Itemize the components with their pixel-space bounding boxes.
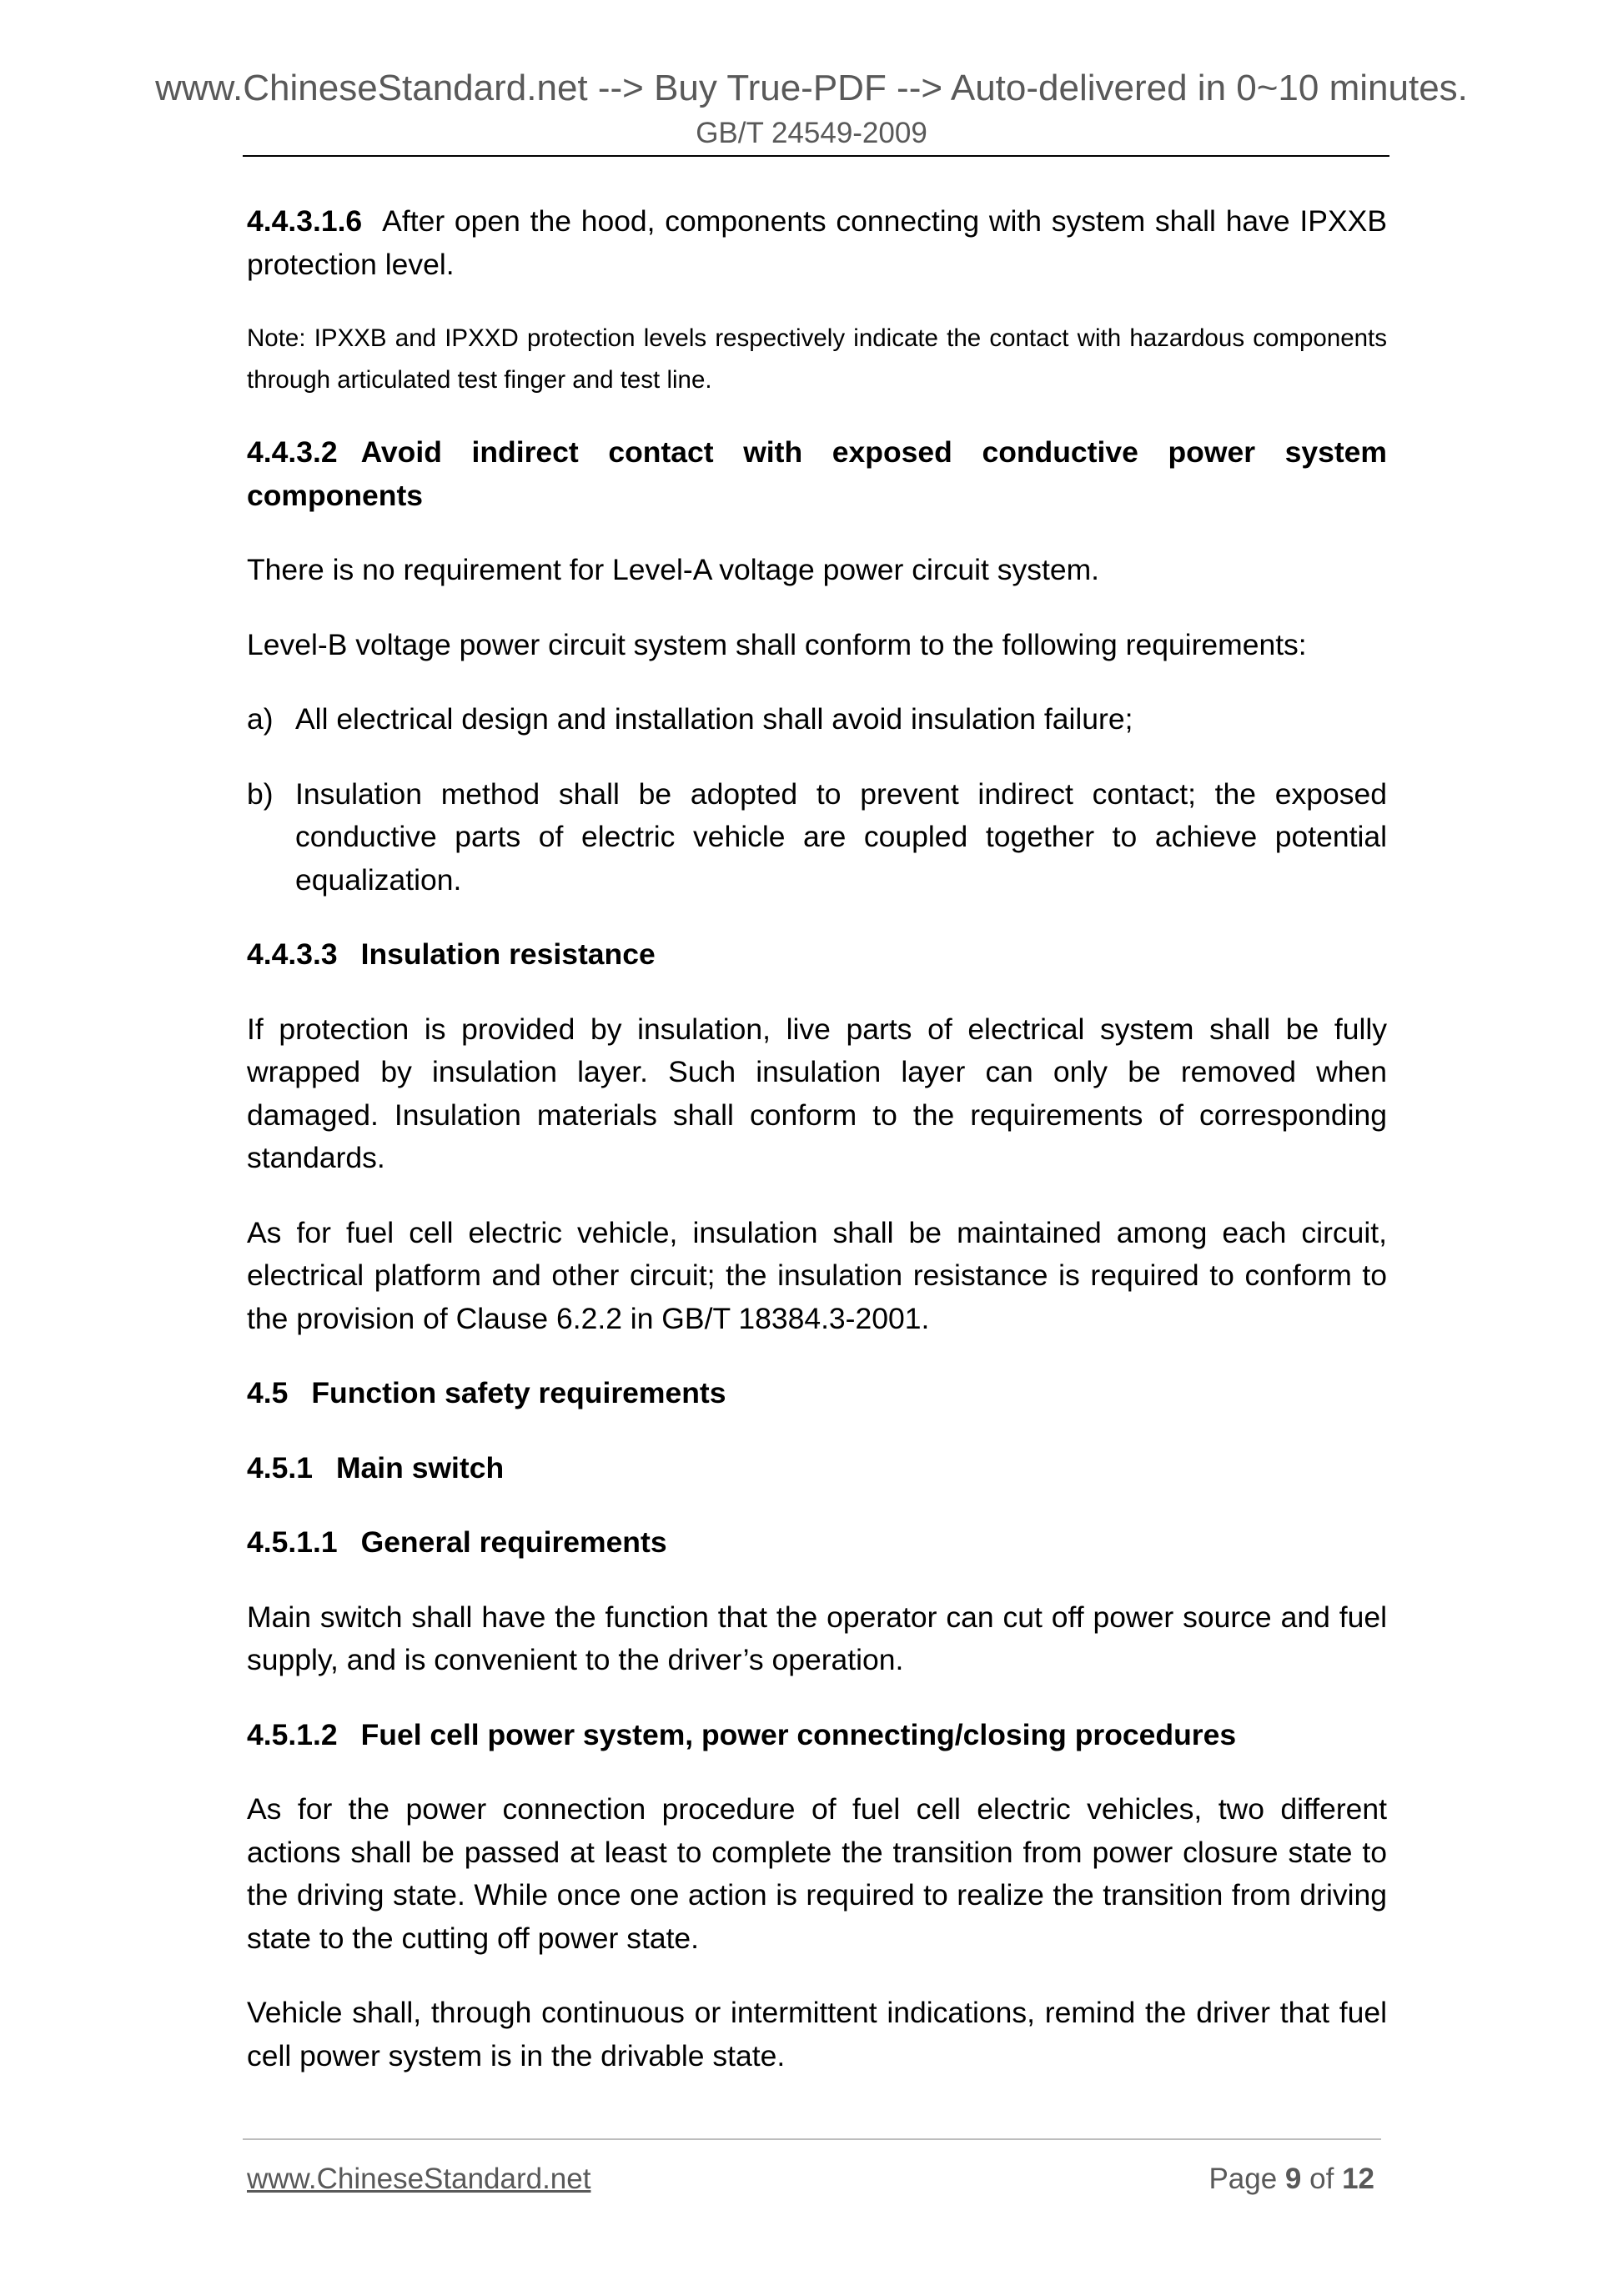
paragraph-main-switch: Main switch shall have the function that the operator can cut off power source and fuel supply, and is convenient to the driver’s operation.: [247, 1600, 1387, 1676]
heading-4-4-3-3: [247, 933, 1387, 977]
heading-4-5-1-1: [247, 1521, 1387, 1565]
page-current: 9: [1284, 2163, 1302, 2195]
paragraph-level-a: There is no requirement for Level-A voltage power circuit system.: [247, 553, 1100, 586]
paragraph-insulation-2: As for fuel cell electric vehicle, insulation shall be maintained among each circuit, electrical platform and other circuit; the insulation resistance is required to conform to the provision of Clause 6.2.2 in GB/T 18384.3-2001.: [247, 1215, 1387, 1335]
heading-number: 4.5.1: [247, 1450, 313, 1485]
heading-4-4-3-2: [247, 431, 1387, 517]
page-total: 12: [1342, 2163, 1374, 2195]
page-of: of: [1309, 2163, 1334, 2195]
footer-site-link[interactable]: www.ChineseStandard.net: [247, 2163, 591, 2195]
list-marker: a): [247, 702, 274, 736]
note-paragraph: Note: IPXXB and IPXXD protection levels respectively indicate the contact with hazardous components through articulated test finger and test line.: [247, 324, 1387, 394]
heading-4-5-1-2: [247, 1714, 1387, 1757]
heading-title: Main switch: [335, 1450, 505, 1485]
clause-4-4-3-1-6: [247, 200, 1387, 286]
paragraph-level-b: Level-B voltage power circuit system shall conform to the following requirements:: [247, 627, 1307, 661]
heading-4-5: [247, 1372, 1387, 1415]
list-text: All electrical design and installation shall avoid insulation failure;: [295, 702, 1133, 736]
clause-text: After open the hood, components connecting with system shall have IPXXB protection level.: [247, 204, 1387, 281]
list-item: [247, 773, 1387, 902]
page-content: [247, 200, 1387, 2109]
heading-4-5-1: [247, 1447, 1387, 1490]
heading-title: Avoid indirect contact with exposed conductive power system components: [247, 435, 1387, 512]
paragraph-insulation-1: If protection is provided by insulation, live parts of electrical system shall be fully wrapped by insulation layer. Such insulation layer can only be removed when damaged. Insulation materials shall conform to the requirements of corresponding standards.: [247, 1012, 1387, 1174]
standard-code: GB/T 24549-2009: [696, 117, 927, 149]
list-item: [247, 698, 1387, 741]
heading-number: 4.5.1.2: [247, 1717, 338, 1751]
footer-rule: [243, 2138, 1381, 2140]
page-indicator: [1208, 2160, 1374, 2198]
heading-title: Function safety requirements: [311, 1376, 726, 1409]
heading-title: Insulation resistance: [360, 937, 656, 971]
heading-title: General requirements: [360, 1525, 667, 1559]
heading-number: 4.5.1.1: [247, 1525, 338, 1559]
header-rule: [243, 155, 1389, 157]
header-banner[interactable]: www.ChineseStandard.net --> Buy True-PDF --> Auto-delivered in 0~10 minutes.: [155, 68, 1468, 108]
heading-number: 4.5: [247, 1376, 289, 1409]
heading-title: Fuel cell power system, power connecting/closing procedures: [360, 1717, 1237, 1751]
page-prefix: Page: [1208, 2163, 1278, 2195]
heading-number: 4.4.3.2: [247, 435, 338, 469]
list-text: Insulation method shall be adopted to prevent indirect contact; the exposed conductive parts of electric vehicle are coupled together to achieve potential equalization.: [295, 776, 1387, 897]
paragraph-procedure: As for the power connection procedure of fuel cell electric vehicles, two different actions shall be passed at least to complete the transition from power closure state to the driving state. While once one action is required to realize the transition from driving state to the cutting off power state.: [247, 1792, 1387, 1955]
heading-number: 4.4.3.3: [247, 937, 338, 971]
paragraph-indication: Vehicle shall, through continuous or intermittent indications, remind the driver that fuel cell power system is in the drivable state.: [247, 1996, 1387, 2072]
clause-number: 4.4.3.1.6: [247, 204, 363, 238]
list-marker: b): [247, 776, 274, 811]
